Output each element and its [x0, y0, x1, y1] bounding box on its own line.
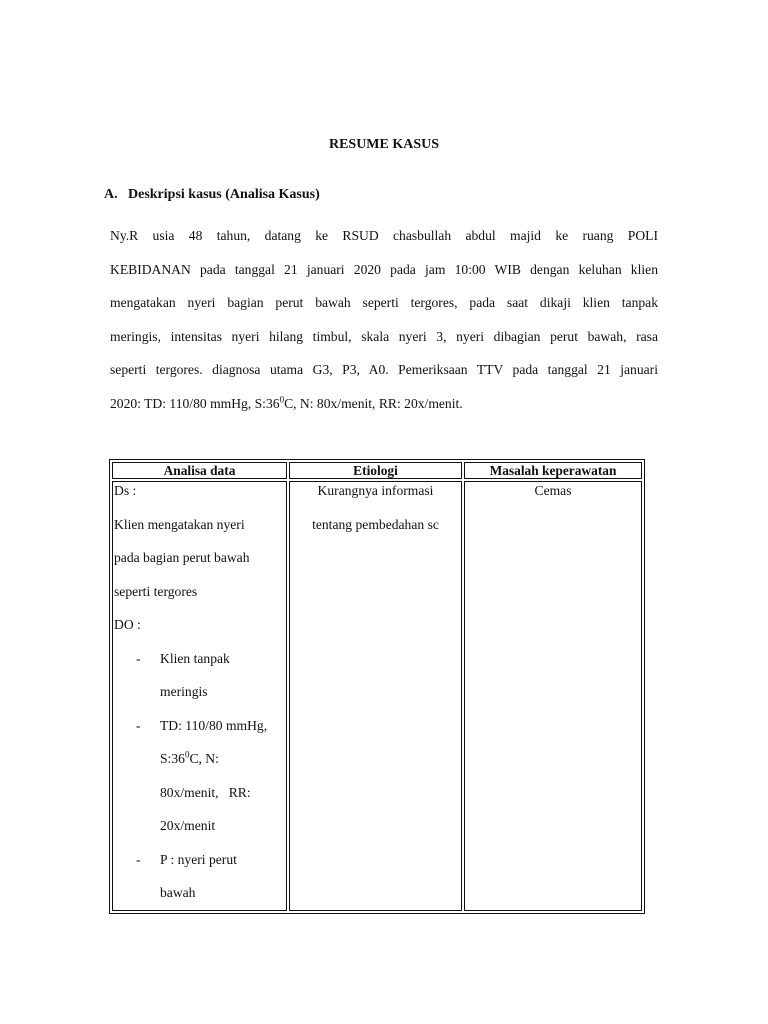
bullet-line: meringis: [160, 684, 208, 699]
etiologi-line: Kurangnya informasi: [317, 483, 434, 498]
cell-etiologi: [289, 481, 462, 911]
etiologi-line: tentang pembedahan sc: [312, 516, 439, 532]
temperature-unit-text: C, N:: [189, 751, 219, 766]
bullet-line: Klien tanpak: [160, 650, 230, 666]
do-bullet-item: [114, 709, 286, 843]
bullet-dash: -: [136, 851, 141, 867]
ds-label: Ds :: [114, 483, 137, 498]
degree-superscript: 0: [279, 393, 285, 404]
ds-line: pada bagian perut bawah: [114, 550, 250, 565]
paragraph-last-line: [110, 387, 658, 421]
table-row: [112, 481, 642, 911]
document-title: RESUME KASUS: [328, 137, 440, 152]
bullet-line: bawah: [160, 885, 196, 900]
header-masalah-keperawatan: Masalah keperawatan: [464, 462, 642, 479]
paragraph-line: KEBIDANAN pada tanggal 21 januari 2020 pada jam 10:00 WIB dengan keluhan klien: [110, 261, 658, 277]
bullet-dash: -: [136, 650, 141, 666]
cell-masalah-keperawatan: [464, 481, 642, 911]
do-bullet-item: [114, 843, 286, 910]
bullet-line: P : nyeri perut: [160, 851, 237, 867]
ds-line: Klien mengatakan nyeri: [114, 516, 245, 532]
vitals-text-start: 2020: TD: 110/80 mmHg, S:36: [110, 395, 280, 411]
header-analisa-data: Analisa data: [112, 462, 287, 479]
do-bullet-item: [114, 642, 286, 709]
paragraph-line: Ny.R usia 48 tahun, datang ke RSUD chasbullah abdul majid ke ruang POLI: [110, 228, 658, 243]
paragraph-line: meringis, intensitas nyeri hilang timbul, skala nyeri 3, nyeri dibagian perut bawah, rasa: [110, 328, 658, 344]
section-heading-text: Deskripsi kasus (Analisa Kasus): [128, 187, 320, 202]
paragraph-line: seperti tergores. diagnosa utama G3, P3, A0. Pemeriksaan TTV pada tanggal 21 januari: [110, 362, 658, 377]
section-letter: A.: [104, 187, 118, 202]
case-description-paragraph: [110, 219, 658, 420]
header-etiologi: Etiologi: [289, 462, 462, 479]
degree-superscript: 0: [184, 749, 190, 760]
ds-line: seperti tergores: [114, 583, 198, 599]
bullet-line: [160, 742, 286, 776]
masalah-text: Cemas: [534, 483, 572, 498]
bullet-line: TD: 110/80 mmHg,: [160, 717, 268, 733]
bullet-line: 80x/menit, RR:: [160, 784, 251, 800]
vitals-text-end: C, N: 80x/menit, RR: 20x/menit.: [284, 395, 463, 411]
nursing-analysis-table: [109, 459, 645, 914]
temperature-text: S:36: [160, 751, 185, 766]
bullet-line: 20x/menit: [160, 818, 216, 833]
cell-analisa-data: [112, 481, 287, 911]
do-label: DO :: [114, 617, 141, 632]
section-heading: [104, 187, 320, 203]
paragraph-line: mengatakan nyeri bagian perut bawah seperti tergores, pada saat dikaji klien tanpak: [110, 295, 658, 310]
bullet-dash: -: [136, 717, 141, 733]
